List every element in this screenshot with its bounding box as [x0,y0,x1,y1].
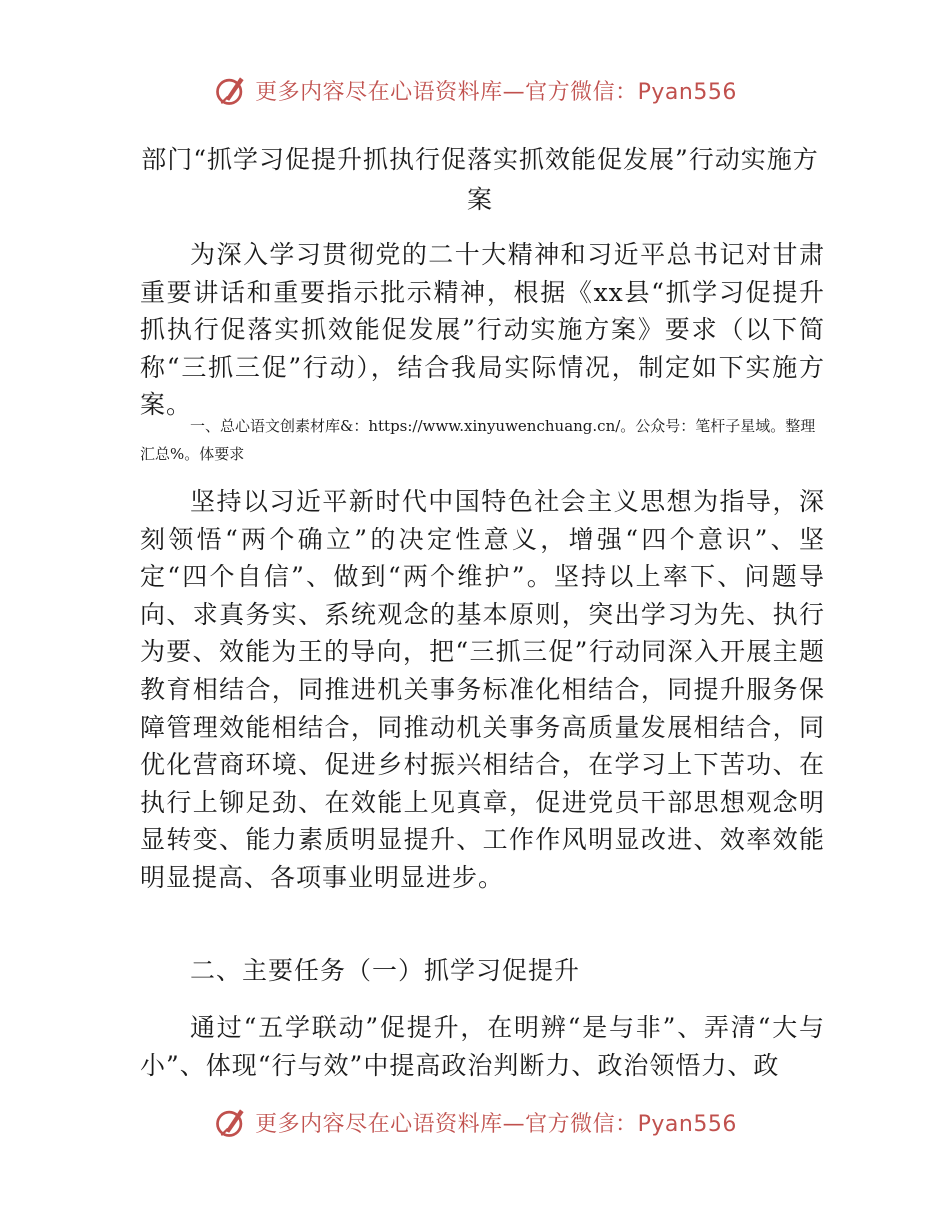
section2-heading: 二、主要任务（一）抓学习促提升 [190,956,581,985]
footer-banner [0,1100,950,1144]
page-title: 部门“抓学习促提升抓执行促落实抓效能促发展”行动实施方案 [141,145,819,214]
section1-heading-note: 一、总心语文创素材库&：https://www.xinyuwenchuang.cn/。公众号：笔杆子星域。整理汇总%。体要求 [140,417,816,463]
feather-pen-logo-icon [213,1104,249,1140]
section1-body-paragraph: 坚持以习近平新时代中国特色社会主义思想为指导，深刻领悟“两个确立”的决定性意义，增强“四个意识”、坚定“四个自信”、做到“两个维护”。坚持以上率下、问题导向、求真务实、系统观念的基本原则，突出学习为先、执行为要、效能为王的导向，把“三抓三促”行动同深入开展主题教育相结合，同推进机关事务标准化相结合，同提升服务保障管理效能相结合，同推动机关事务高质量发展相结合，同优化营商环境、促进乡村振兴相结合，在学习上下苦功、在执行上铆足劲、在效能上见真章，促进党员干部思想观念明显转变、能力素质明显提升、工作作风明显改进、效率效能明显提高、各项事业明显进步。 [140,487,825,892]
banner-text: 更多内容尽在心语资料库—官方微信：Pyan556 [255,79,737,105]
intro-paragraph: 为深入学习贯彻党的二十大精神和习近平总书记对甘肃重要讲话和重要指示批示精神，根据《xx县“抓学习促提升抓执行促落实抓效能促发展”行动实施方案》要求（以下简称“三抓三促”行动），结合我局实际情况，制定如下实施方案。 [140,240,825,420]
feather-pen-logo-icon [213,72,249,108]
header-banner [0,68,950,112]
section2-body-paragraph: 通过“五学联动”促提升，在明辨“是与非”、弄清“大与小”、体现“行与效”中提高政治判断力、政治领悟力、政 [140,1013,825,1080]
banner-text: 更多内容尽在心语资料库—官方微信：Pyan556 [255,1111,737,1137]
